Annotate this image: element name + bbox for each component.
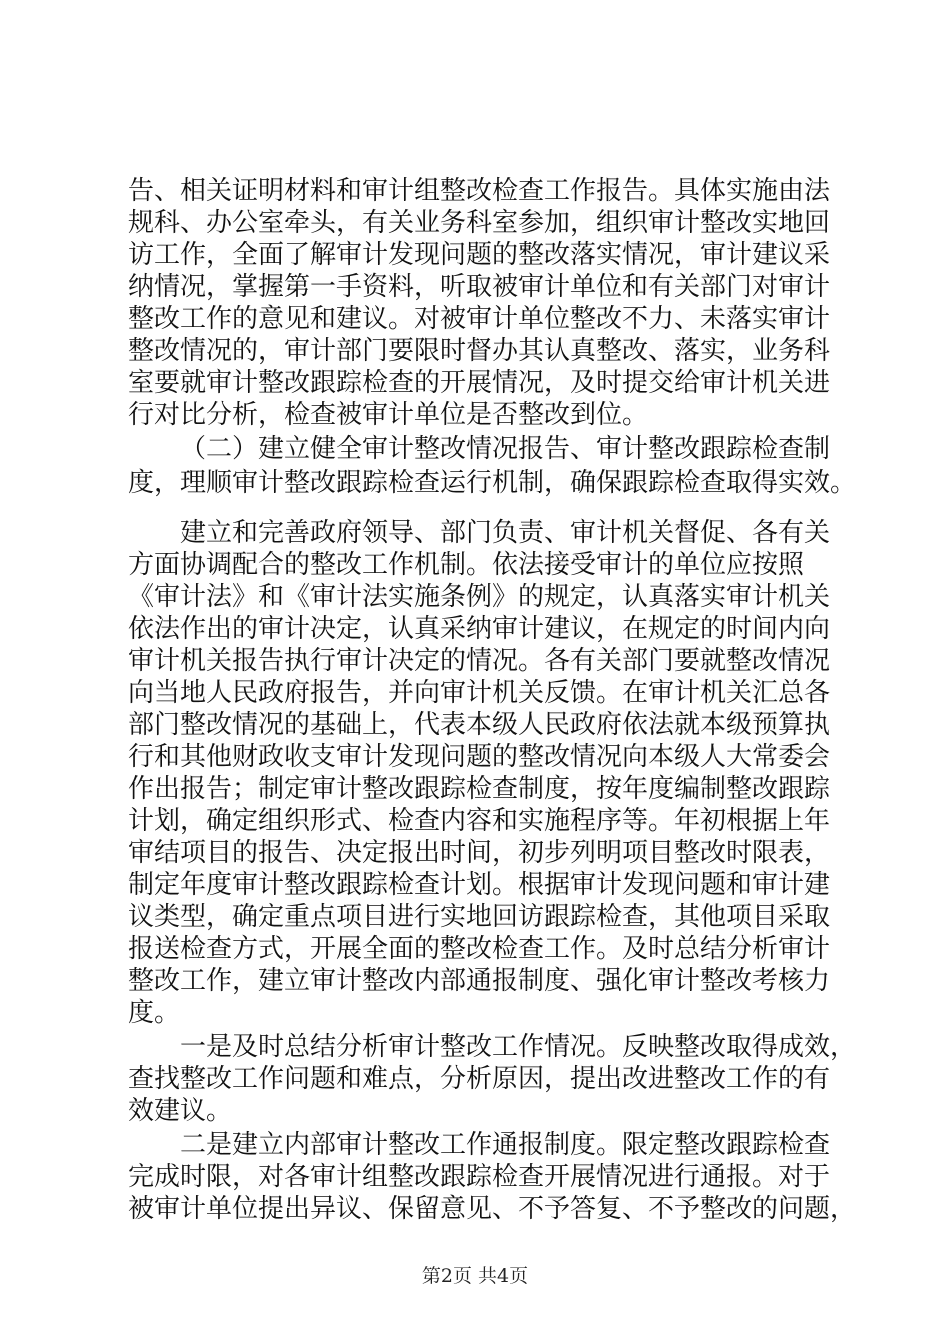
text-line-content: 方面协调配合的整改工作机制。依法接受审计的单位应按照	[128, 550, 805, 580]
text-line-content: 效建议。	[128, 1096, 233, 1126]
section-heading-line: （二）建立健全审计整改情况报告、审计整改跟踪检查制	[180, 434, 831, 464]
page-number-label: 第2页 共4页	[421, 1265, 529, 1287]
text-line-content: 作出报告；制定审计整改跟踪检查制度，按年度编制整改跟踪	[128, 774, 831, 804]
text-line-content: 告、相关证明材料和审计组整改检查工作报告。具体实施由法	[128, 176, 831, 206]
text-line-content: 纳情况，掌握第一手资料，听取被审计单位和有关部门对审计	[128, 272, 831, 302]
text-line-content: 查找整改工作问题和难点，分析原因，提出改进整改工作的有	[128, 1064, 831, 1094]
text-line-content: 制定年度审计整改跟踪检查计划。根据审计发现问题和审计建	[128, 870, 831, 900]
text-line-content: 一是及时总结分析审计整改工作情况。反映整改取得成效，	[180, 1032, 857, 1062]
text-line-content: 室要就审计整改跟踪检查的开展情况，及时提交给审计机关进	[128, 368, 831, 398]
page-footer	[0, 1264, 950, 1288]
text-line-content: 审计机关报告执行审计决定的情况。各有关部门要就整改情况	[128, 646, 831, 676]
text-line-content: 度。	[128, 998, 181, 1028]
text-line-content: 部门整改情况的基础上，代表本级人民政府依法就本级预算执	[128, 710, 831, 740]
text-line-content: 向当地人民政府报告，并向审计机关反馈。在审计机关汇总各	[128, 678, 831, 708]
text-line-content: 《审计法》和《审计法实施条例》的规定，认真落实审计机关	[128, 582, 831, 612]
text-line-content: 访工作，全面了解审计发现问题的整改落实情况，审计建议采	[128, 240, 831, 270]
text-line-content: 议类型，确定重点项目进行实地回访跟踪检查，其他项目采取	[128, 902, 831, 932]
text-line-content: 依法作出的审计决定，认真采纳审计建议，在规定的时间内向	[128, 614, 831, 644]
text-line-content: 规科、办公室牵头，有关业务科室参加，组织审计整改实地回	[128, 208, 831, 238]
text-line-content: 行和其他财政收支审计发现问题的整改情况向本级人大常委会	[128, 742, 831, 772]
text-line-content: 建立和完善政府领导、部门负责、审计机关督促、各有关	[180, 518, 831, 548]
text-line-content: 整改情况的，审计部门要限时督办其认真整改、落实，业务科	[128, 336, 831, 366]
text-line-content: 整改工作的意见和建议。对被审计单位整改不力、未落实审计	[128, 304, 831, 334]
text-line-content: 完成时限，对各审计组整改跟踪检查开展情况进行通报。对于	[128, 1162, 831, 1192]
text-line-content: 整改工作，建立审计整改内部通报制度、强化审计整改考核力	[128, 966, 831, 996]
text-line-content: 审结项目的报告、决定报出时间，初步列明项目整改时限表，	[128, 838, 831, 868]
text-line-content: 被审计单位提出异议、保留意见、不予答复、不予整改的问题，	[128, 1194, 857, 1224]
section-heading-line: 度，理顺审计整改跟踪检查运行机制，确保跟踪检查取得实效。	[128, 468, 857, 498]
text-line-content: 计划，确定组织形式、检查内容和实施程序等。年初根据上年	[128, 806, 831, 836]
text-line-content: 报送检查方式，开展全面的整改检查工作。及时总结分析审计	[128, 934, 831, 964]
text-line-content: 二是建立内部审计整改工作通报制度。限定整改跟踪检查	[180, 1130, 831, 1160]
text-line-content: 行对比分析，检查被审计单位是否整改到位。	[128, 400, 649, 430]
